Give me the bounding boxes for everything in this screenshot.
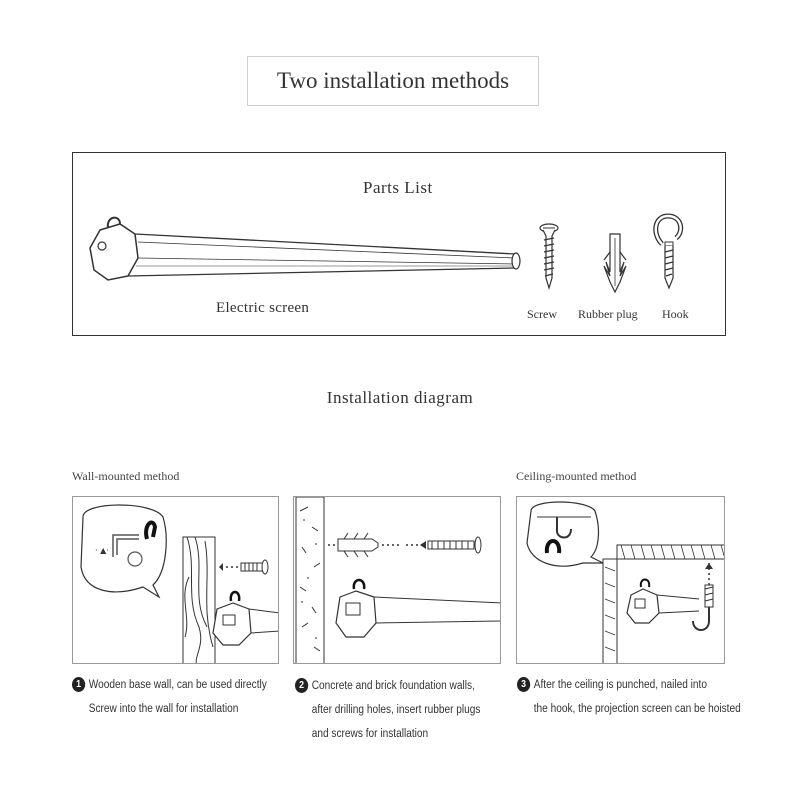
step-2-line-2: after drilling holes, insert rubber plugs (311, 704, 481, 716)
concrete-wall-diagram (294, 497, 501, 664)
hook-label: Hook (662, 307, 689, 321)
page-title (247, 56, 539, 106)
rubber-plug-icon (598, 232, 632, 294)
step-3-line-1 (517, 673, 741, 697)
step-1 (72, 673, 267, 721)
step-3 (517, 673, 741, 721)
screw-label: Screw (527, 307, 557, 321)
step-2-number-badge: 2 (295, 678, 308, 693)
concrete-wall-panel (293, 496, 501, 664)
step-1-text-1: Wooden base wall, can be used directly (88, 679, 267, 691)
electric-screen-illustration (80, 210, 530, 290)
page-title-text: Two installation methods (276, 68, 510, 93)
step-2-line-3: and screws for installation (311, 728, 429, 740)
ceiling-panel (516, 496, 725, 664)
step-2-line-1 (295, 674, 480, 698)
step-3-text-1: After the ceiling is punched, nailed into (533, 679, 707, 691)
parts-list-title: Parts List (363, 178, 433, 197)
installation-diagram-title: Installation diagram (326, 388, 474, 407)
hook-icon (650, 212, 690, 292)
wall-method-heading: Wall-mounted method (72, 469, 180, 483)
step-2-text-1: Concrete and brick foundation walls, (311, 680, 475, 692)
electric-screen-label: Electric screen (216, 300, 310, 316)
step-3-line-2: the hook, the projection screen can be hoisted (533, 703, 741, 715)
rubber-plug-label: Rubber plug (578, 307, 638, 321)
svg-text:· ▲·: · ▲· (95, 546, 109, 555)
step-1-number-badge: 1 (72, 677, 85, 692)
step-1-line-2: Screw into the wall for installation (88, 703, 239, 715)
wooden-wall-diagram (73, 497, 279, 664)
ceiling-method-heading: Ceiling-mounted method (516, 469, 637, 483)
screw-icon (538, 222, 560, 292)
wooden-wall-panel (72, 496, 279, 664)
ceiling-diagram (517, 497, 725, 664)
step-2 (295, 674, 480, 746)
step-3-number-badge: 3 (517, 677, 530, 692)
step-1-line-1 (72, 673, 267, 697)
